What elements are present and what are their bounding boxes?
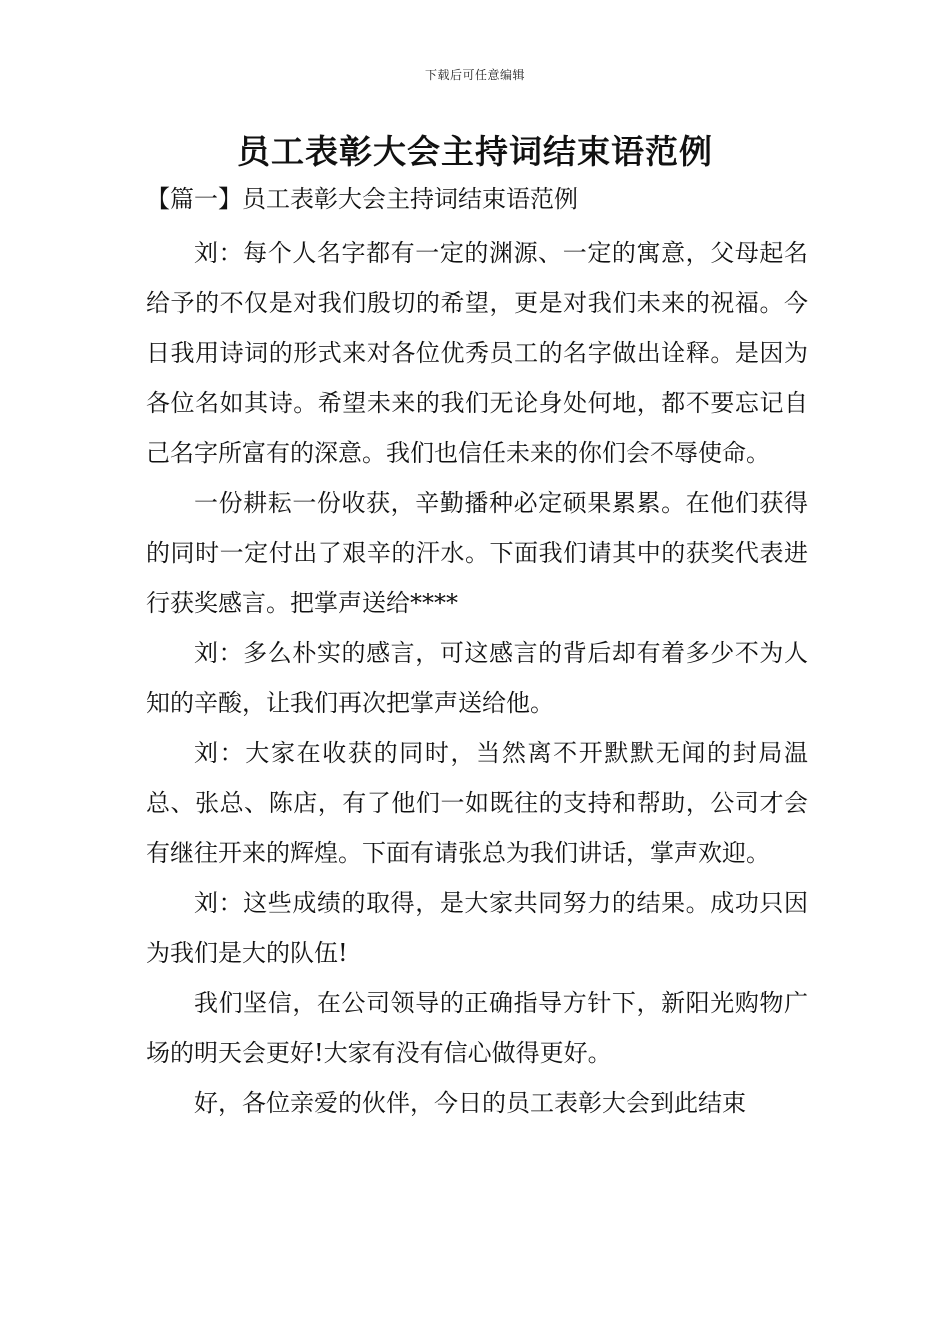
paragraph: 刘：这些成绩的取得，是大家共同努力的结果。成功只因为我们是大的队伍!: [146, 889, 808, 967]
paragraph: 刘：每个人名字都有一定的渊源、一定的寓意，父母起名给予的不仅是对我们殷切的希望，更是对我们未来的祝福。今日我用诗词的形式来对各位优秀员工的名字做出诠释。是因为各位名如其诗。希望未来的我们无论身处何地，都不要忘记自己名字所富有的深意。我们也信任未来的你们会不辱使命。: [146, 239, 808, 467]
paragraph: 刘：多么朴实的感言，可这感言的背后却有着多少不为人知的辛酸，让我们再次把掌声送给他。: [146, 639, 808, 717]
section-heading: 【篇一】员工表彰大会主持词结束语范例: [146, 185, 578, 213]
paragraph: 一份耕耘一份收获，辛勤播种必定硕果累累。在他们获得的同时一定付出了艰辛的汗水。下面我们请其中的获奖代表进行获奖感言。把掌声送给****: [146, 489, 808, 617]
page-title: 员工表彰大会主持词结束语范例: [237, 132, 713, 171]
header-note: 下载后可任意编辑: [424, 68, 525, 82]
paragraph: 刘：大家在收获的同时，当然离不开默默无闻的封局温总、张总、陈店，有了他们一如既往的支持和帮助，公司才会有继往开来的辉煌。下面有请张总为我们讲话，掌声欢迎。: [146, 739, 808, 867]
paragraph: 好，各位亲爱的伙伴，今日的员工表彰大会到此结束: [194, 1089, 746, 1117]
paragraph: 我们坚信，在公司领导的正确指导方针下，新阳光购物广场的明天会更好!大家有没有信心做得更好。: [146, 989, 808, 1067]
body-text: [146, 228, 808, 1128]
